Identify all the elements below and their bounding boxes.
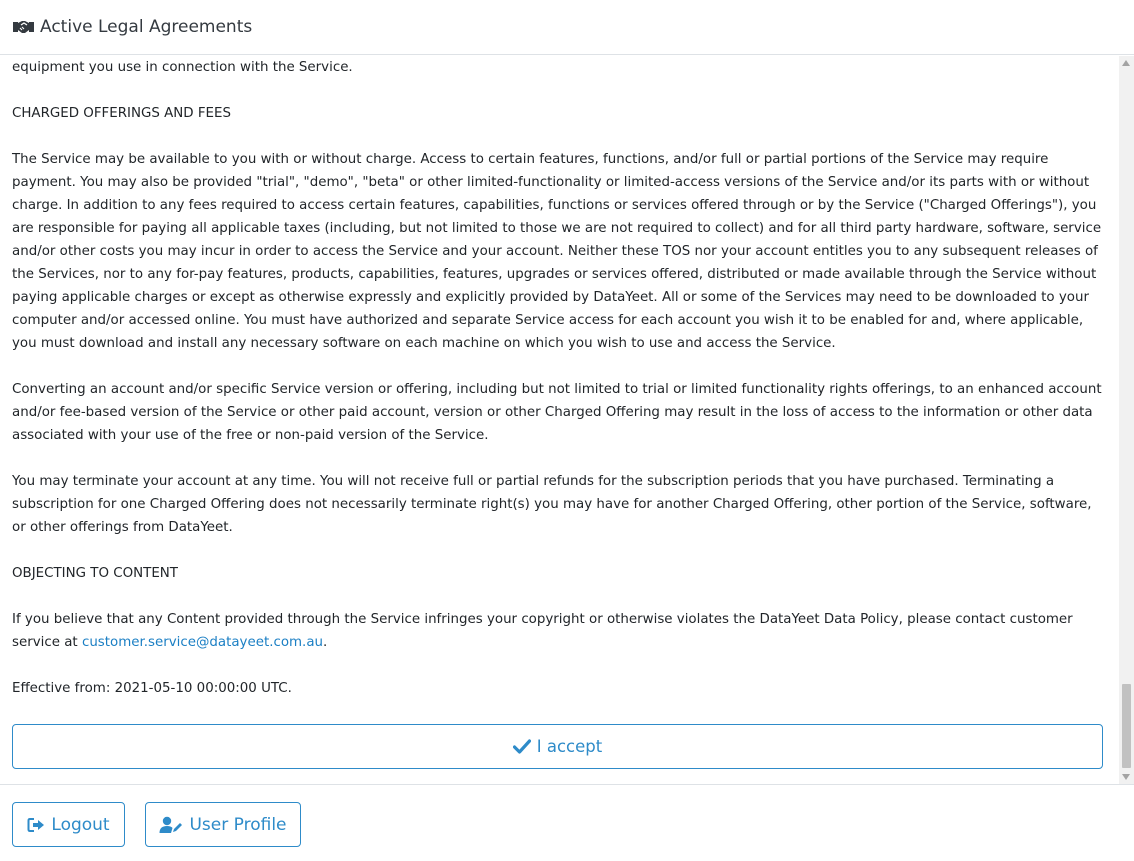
scroll-up-arrow-icon[interactable] (1122, 60, 1130, 66)
logout-button-label: Logout (51, 814, 110, 835)
agreement-paragraph: The Service may be available to you with or without charge. Access to certain features, functions, and/or full or partial portions of the Service may require payment. You may also be provided "trial", "demo", "beta" or other limited-functionality or limited-access versions of the Service and/or its parts with or without charge. In addition to any fees required to access certain features, capabilities, functions or services offered through or by the Service ("Charged Offerings"), you are responsible for paying all applicable taxes (including, but not limited to those we are not required to collect) and for all third party hardware, software, service and/or other costs you may incur in order to access the Service and your account. Neither these TOS nor your account entitles you to any subsequent releases of the Services, nor to any for-pay features, products, capabilities, features, upgrades or services offered, distributed or made available through the Service without paying applicable charges or except as otherwise expressly and explicitly provided by DataYeet. All or some of the Services may need to be downloaded to your computer and/or accessed online. You must have authorized and separate Service access for each account you wish it to be enabled for and, where applicable, you must download and install any necessary software on each machine on which you wish to use and access the Service. (12, 152, 1102, 351)
user-profile-button[interactable] (145, 802, 301, 847)
contact-email-link[interactable]: customer.service@datayeet.com.au (81, 635, 324, 650)
effective-date: Effective from: 2021-05-10 00:00:00 UTC. (12, 681, 292, 696)
agreement-paragraph: Converting an account and/or specific Service version or offering, including but not limited to trial or limited functionality rights offerings, to an enhanced account and/or fee-based version of the Service or other paid account, version or other Charged Offering may result in the loss of access to the information or other data associated with your use of the free or non-paid version of the Service. (12, 382, 1102, 443)
page-header (0, 0, 1134, 55)
user-profile-button-label: User Profile (189, 814, 287, 835)
handshake-icon (12, 18, 35, 36)
sign-out-icon (27, 817, 45, 833)
check-icon (513, 739, 531, 754)
contact-suffix: . (323, 635, 328, 650)
section-heading: CHARGED OFFERINGS AND FEES (12, 106, 231, 121)
vertical-scrollbar[interactable] (1119, 56, 1134, 784)
page-title: Active Legal Agreements (40, 17, 253, 37)
contact-paragraph (12, 608, 1107, 654)
agreement-text (12, 56, 1107, 723)
agreement-paragraph: You may terminate your account at any time. You will not receive full or partial refunds for the subscription periods that you have purchased. Terminating a subscription for one Charged Offering does not necessarily terminate right(s) you may have for another Charged Offering, other portion of the Service, software, or other offerings from DataYeet. (12, 474, 1092, 535)
scrollbar-thumb[interactable] (1122, 684, 1131, 768)
logout-button[interactable] (12, 802, 125, 847)
accept-button[interactable] (12, 724, 1103, 769)
contact-text: If you believe that any Content provided through the Service infringes your copyright or otherwise violates the DataYeet Data Policy, please contact customer service at (12, 612, 1073, 650)
section-heading: OBJECTING TO CONTENT (12, 566, 178, 581)
scroll-down-arrow-icon[interactable] (1122, 774, 1130, 780)
agreement-scroll-area[interactable] (0, 56, 1134, 785)
agreement-paragraph: equipment you use in connection with the Service. (12, 60, 353, 75)
user-edit-icon (159, 816, 183, 834)
accept-button-label: I accept (536, 737, 603, 756)
page-footer (0, 786, 1134, 861)
